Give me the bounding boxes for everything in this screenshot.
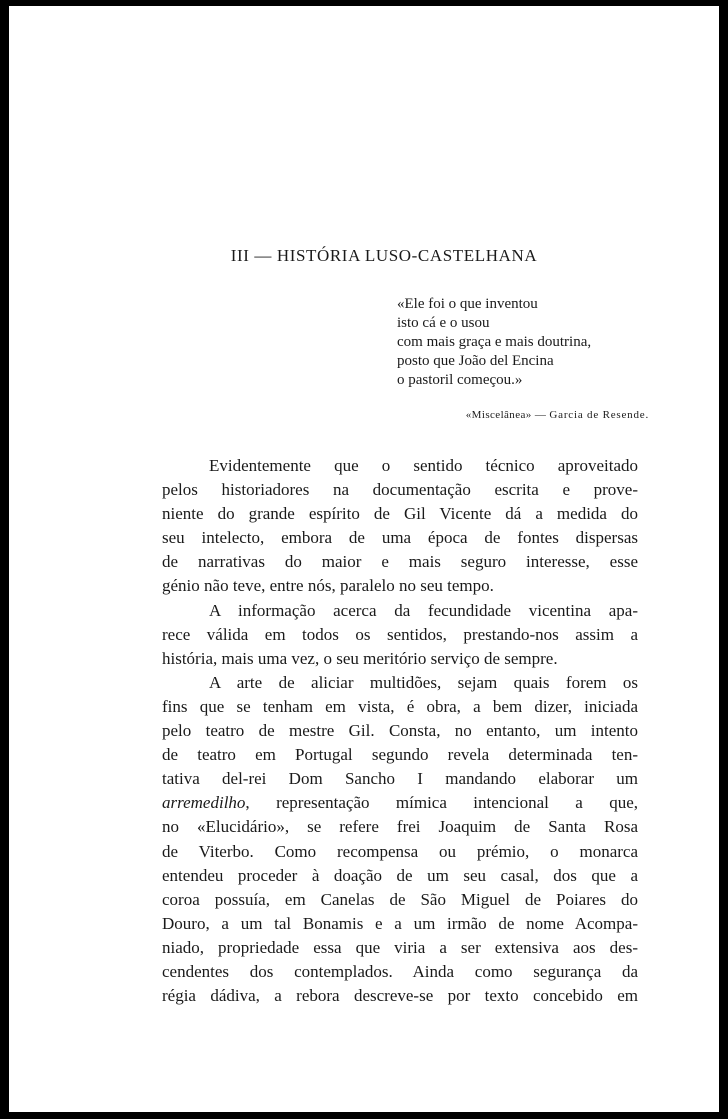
text-line: história, mais uma vez, o seu meritório serviço de sempre. (162, 648, 558, 668)
text-line: niado, propriedade essa que viria a ser extensiva aos des- (162, 937, 638, 957)
text-line: coroa possuía, em Canelas de São Miguel de Poiares do (162, 889, 638, 909)
epigraph-line: isto cá e o usou (397, 315, 490, 331)
epigraph-line: posto que João del Encina (397, 353, 554, 369)
text-line: cendentes dos contemplados. Ainda como segurança da (162, 961, 638, 981)
text-line: génio não teve, entre nós, paralelo no seu tempo. (162, 576, 494, 596)
epigraph-source-work: «Miscelânea» (465, 409, 532, 421)
text-line: rece válida em todos os sentidos, prestando-nos assim a (162, 624, 638, 644)
text-line: fins que se tenham em vista, é obra, a bem dizer, iniciada (162, 696, 638, 716)
document-page (9, 6, 719, 1112)
text-line: de teatro em Portugal segundo revela determinada ten- (162, 745, 638, 765)
text-line: tativa del-rei Dom Sancho I mandando elaborar um (162, 769, 638, 789)
text-line: Evidentemente que o sentido técnico aproveitado (209, 456, 638, 475)
text-line: no «Elucidário», se refere frei Joaquim de Santa Rosa (162, 817, 638, 837)
text-line: seu intelecto, embora de uma época de fontes dispersas (162, 528, 638, 548)
text-line: Douro, a um tal Bonamis e a um irmão de nome Acompa- (162, 913, 638, 933)
text-line: de Viterbo. Como recompensa ou prémio, o monarca (162, 841, 638, 861)
text-fragment: , representação mímica intencional a que, (245, 793, 638, 813)
epigraph-source-author: Garcia de Resende. (549, 409, 649, 421)
epigraph-source (466, 409, 649, 421)
text-line: entendeu proceder à doação de um seu casal, dos que a (162, 865, 638, 885)
text-line: régia dádiva, a rebora descreve-se por texto concebido em (162, 986, 638, 1006)
epigraph-line: com mais graça e mais doutrina, (397, 334, 592, 350)
epigraph-line: «Ele foi o que inventou (397, 296, 538, 312)
text-line (162, 791, 638, 815)
epigraph-line: o pastoril começou.» (397, 372, 523, 388)
text-line: A informação acerca da fecundidade vicentina apa- (209, 600, 638, 620)
epigraph (397, 295, 591, 390)
text-line: niente do grande espírito de Gil Vicente dá a medida do (162, 504, 638, 524)
text-line: de narrativas do maior e mais seguro interesse, esse (162, 552, 638, 572)
text-line: pelo teatro de mestre Gil. Consta, no entanto, um intento (162, 721, 638, 741)
chapter-heading: III — HISTÓRIA LUSO-CASTELHANA (230, 246, 538, 265)
body-text (162, 454, 638, 1008)
italic-term: arremedilho (162, 793, 246, 813)
text-line: pelos historiadores na documentação escrita e prove- (162, 480, 638, 500)
text-line: A arte de aliciar multidões, sejam quais forem os (209, 672, 638, 692)
epigraph-source-separator: — (534, 409, 547, 421)
